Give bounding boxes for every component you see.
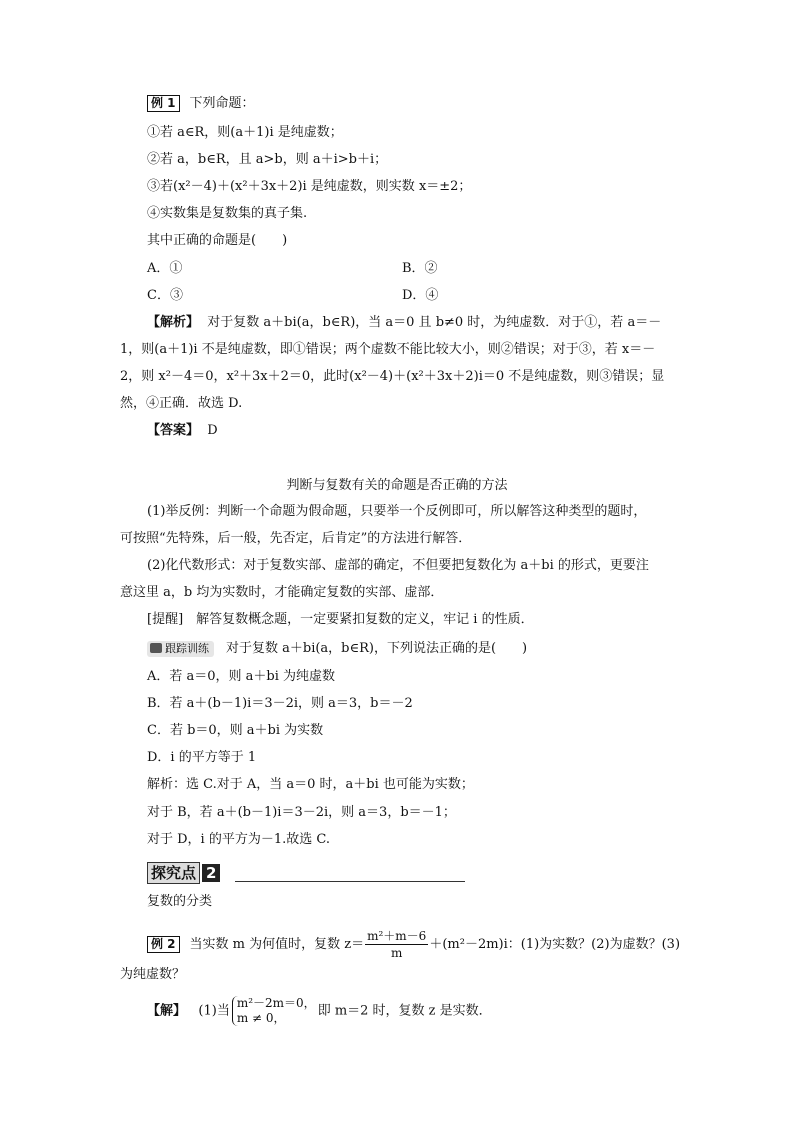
practice-option-b: B．若 a＋(b－1)i＝3－2i，则 a＝3，b＝－2 (147, 696, 413, 711)
method-p2-line2: 意这里 a，b 均为实数时，才能确定复数的实部、虚部． (120, 585, 444, 600)
section-rule (235, 881, 465, 882)
practice-solution-1: 解析：选 C.对于 A，当 a＝0 时，a＋bi 也可能为实数； (147, 777, 474, 792)
answer-value: D (207, 423, 218, 438)
solution-pre: (1)当 (198, 1003, 230, 1019)
check-icon (150, 643, 162, 653)
system-line-2: m ≠ 0， (236, 1011, 286, 1025)
option-b: B．② (402, 261, 438, 276)
example1-intro: 下列命题： (189, 96, 255, 111)
analysis-line-4: 然，④正确．故选 D. (120, 396, 243, 411)
section-label: 探究点 (147, 862, 200, 884)
fraction (365, 928, 428, 961)
analysis-line-1 (147, 314, 661, 332)
option-c: C．③ (147, 288, 183, 303)
example1-prompt: 其中正确的命题是( ) (147, 233, 288, 248)
answer-label: 【答案】 (147, 423, 200, 438)
method-p2-line1: (2)化代数形式：对于复数实部、虚部的确定，不但要把复数化为 a＋bi 的形式，更要注 (147, 558, 649, 573)
analysis-line-2: 1，则(a＋1)i 不是纯虚数，即①错误；两个虚数不能比较大小，则②错误；对于③，若 x＝－ (120, 342, 656, 357)
practice-option-d: D．i 的平方等于 1 (147, 750, 257, 765)
section-number: 2 (202, 864, 220, 882)
example2-q-post: ＋(m²－2m)i：(1)为实数？(2)为虚数？(3) (429, 937, 681, 952)
practice-option-a: A．若 a＝0，则 a＋bi 为纯虚数 (147, 669, 336, 684)
method-heading: 判断与复数有关的命题是否正确的方法 (286, 478, 508, 493)
option-d: D．④ (402, 288, 439, 303)
example1-question-line (147, 95, 255, 113)
method-p1-line2: 可按照“先特殊，后一般，先否定，后肯定”的方法进行解答． (120, 531, 472, 546)
solution-post: 即 m＝2 时，复数 z 是实数． (317, 1003, 492, 1019)
practice-question: 对于复数 a＋bi(a，b∈R)，下列说法正确的是( ) (226, 641, 528, 656)
example2-question-line2: 为纯虚数？ (120, 967, 186, 982)
fraction-denominator: m (391, 946, 403, 960)
practice-solution-3: 对于 D，i 的平方为－1.故选 C. (147, 832, 330, 847)
proposition-2: ②若 a，b∈R，且 a>b，则 a＋i>b＋i； (147, 152, 388, 167)
practice-solution-2: 对于 B，若 a＋(b－1)i＝3－2i，则 a＝3，b＝－1； (147, 805, 456, 820)
analysis-line-3: 2，则 x²－4＝0，x²＋3x＋2＝0，此时(x²－4)＋(x²＋3x＋2)i＝0 不是纯虚数，则③错误；显 (120, 369, 665, 384)
example1-tag: 例 1 (147, 95, 180, 112)
proposition-3: ③若(x²－4)＋(x²＋3x＋2)i 是纯虚数，则实数 x＝±2； (147, 179, 472, 194)
example2-tag: 例 2 (147, 936, 180, 953)
proposition-1: ①若 a∈R，则(a＋1)i 是纯虚数； (147, 125, 343, 140)
method-p1-line1: (1)举反例：判断一个命题为假命题，只要举一个反例即可，所以解答这种类型的题时， (147, 504, 647, 519)
tip-line: [提醒] 解答复数概念题，一定要紧扣复数的定义，牢记 i 的性质． (147, 612, 534, 627)
proposition-4: ④实数集是复数集的真子集. (147, 206, 308, 221)
fraction-numerator: m²＋m－6 (367, 929, 427, 943)
solution-label: 【解】 (147, 1003, 187, 1019)
example2-solution-line (147, 996, 492, 1026)
practice-option-c: C．若 b＝0，则 a＋bi 为实数 (147, 723, 324, 738)
answer-line (147, 422, 218, 440)
section-header (147, 862, 465, 884)
option-a: A．① (147, 261, 183, 276)
analysis-text-1: 对于复数 a＋bi(a，b∈R)，当 a＝0 且 b≠0 时，为纯虚数．对于①，若 a＝－ (207, 315, 662, 330)
example2-q-pre: 当实数 m 为何值时，复数 z＝ (189, 937, 365, 952)
example2-question-line (147, 928, 680, 961)
practice-badge (147, 641, 214, 657)
equation-system (232, 996, 316, 1026)
section-subtitle: 复数的分类 (147, 894, 213, 909)
practice-question-line (147, 640, 527, 658)
analysis-label: 【解析】 (147, 315, 200, 330)
system-line-1: m²－2m＝0， (236, 996, 316, 1010)
practice-badge-label: 跟踪训练 (165, 642, 209, 655)
